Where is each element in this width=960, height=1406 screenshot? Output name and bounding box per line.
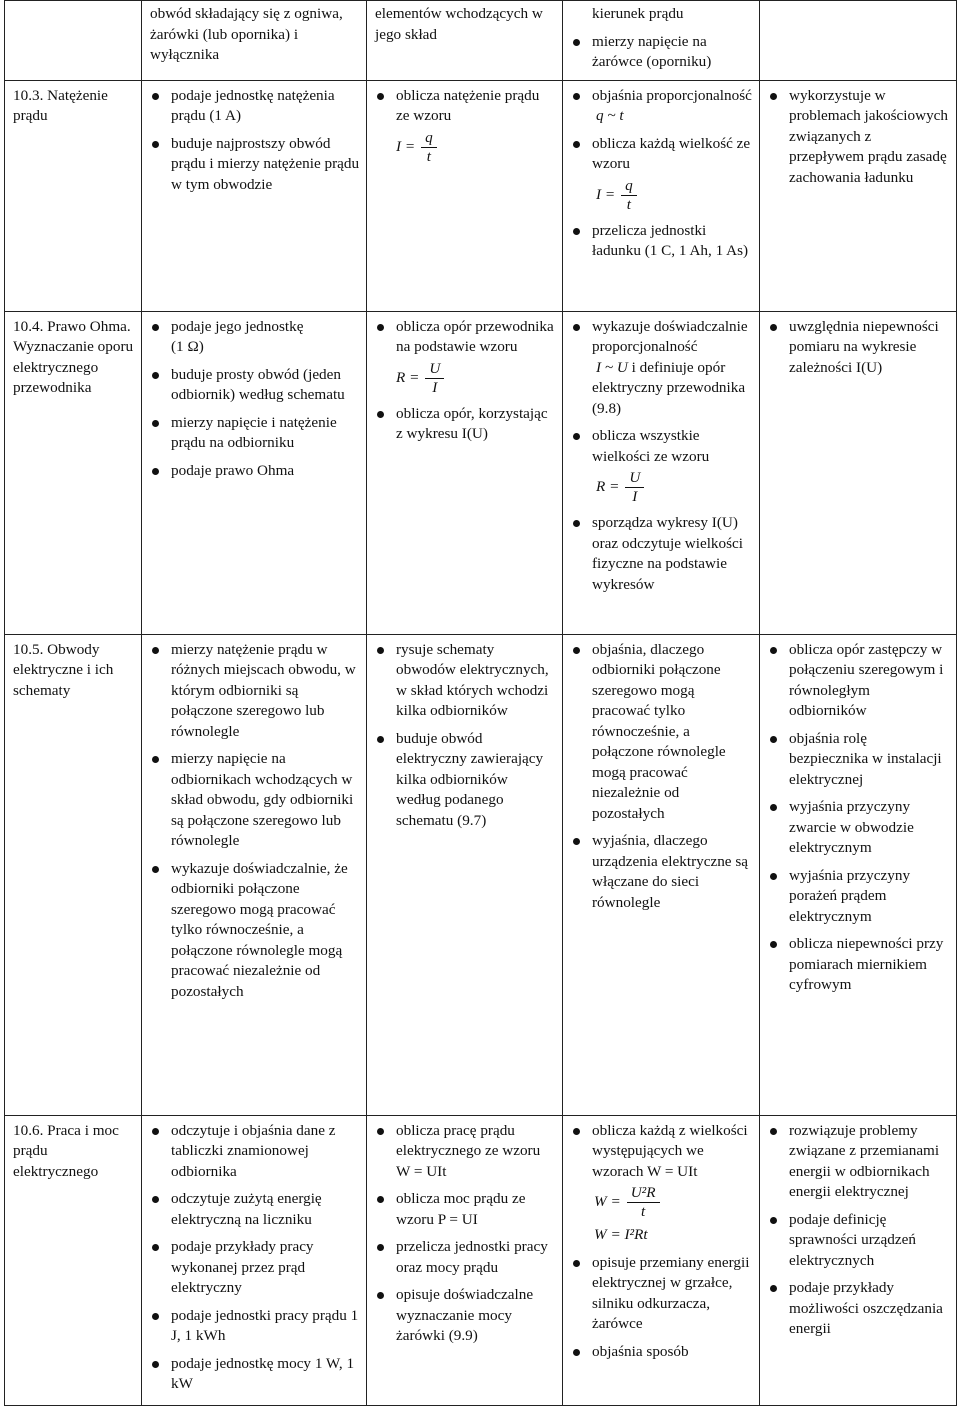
- list-item: opisuje przemiany energii elektrycznej w grzałce, silniku odkurzacza, żarówce: [571, 1253, 753, 1335]
- proportionality: q ~ t: [596, 107, 624, 124]
- requirements-cell: [760, 311, 957, 634]
- list-item: wyjaśnia przyczyny zwarcie w obwodzie elektrycznym: [768, 797, 950, 859]
- list-item: podaje jednostkę natężenia prądu (1 A): [150, 86, 360, 127]
- table-row: [5, 1115, 957, 1405]
- list-item-text: oblicza każdą wielkość ze wzoru: [592, 134, 751, 172]
- requirements-cell: [563, 80, 760, 311]
- list-item-text: oblicza natężenie prądu ze wzoru: [396, 86, 540, 124]
- list-item: wyjaśnia przyczyny porażeń prądem elektrycznym: [768, 866, 950, 928]
- requirements-cell: [563, 1115, 760, 1405]
- list-item: wyjaśnia, dlaczego urządzenia elektryczne są włączane do sieci równolegle: [571, 831, 753, 913]
- list-item: podaje jednostki pracy prądu 1 J, 1 kWh: [150, 1306, 360, 1347]
- requirements-cell: [142, 1, 367, 81]
- list-item: objaśnia, dlaczego odbiorniki połączone szeregowo mogą pracować tylko równocześnie, a połączone równolegle mogą pracować niezależnie od pozostałych: [571, 640, 753, 825]
- list-item: [375, 86, 556, 166]
- list-item: [571, 317, 753, 420]
- formula: I = $\frac{q}{t}$: [592, 177, 753, 214]
- topic-title: 10.4. Prawo Ohma. Wyznaczanie oporu elektrycznego przewodnika: [13, 317, 134, 396]
- list-item: mierzy natężenie prądu w różnych miejscach obwodu, w którym odbiorniki są połączone szeregowo lub równolegle: [150, 640, 360, 743]
- list-item: oblicza opór, korzystając z wykresu I(U): [375, 404, 556, 445]
- formula: W = $\frac{\text{U²R}}{t}$: [592, 1184, 753, 1221]
- table-row: [5, 1, 957, 81]
- list-item: buduje obwód elektryczny zawierający kilka odbiorników według podanego schematu (9.7): [375, 729, 556, 832]
- requirements-cell: [760, 1, 957, 81]
- topic-cell: [5, 1115, 142, 1405]
- proportionality: I ~ U: [596, 358, 628, 376]
- list-item: podaje przykłady pracy wykonanej przez prąd elektryczny: [150, 1237, 360, 1299]
- requirements-cell: [367, 311, 563, 634]
- list-item: kierunek prądu: [592, 5, 684, 22]
- requirements-cell: [142, 80, 367, 311]
- list-item: podaje przykłady możliwości oszczędzania energii: [768, 1278, 950, 1340]
- requirements-cell: [760, 80, 957, 311]
- topic-title: 10.5. Obwody elektryczne i ich schematy: [13, 640, 114, 699]
- list-item: rysuje schematy obwodów elektrycznych, w skład których wchodzi kilka odbiorników: [375, 640, 556, 722]
- unit-text: (1 Ω): [171, 338, 204, 355]
- requirements-cell: [760, 1115, 957, 1405]
- formula: R = $\frac{U}{I}$: [396, 360, 556, 397]
- list-item: wykorzystuje w problemach jakościowych związanych z przepływem prądu zasadę zachowania ładunku: [768, 86, 950, 189]
- list-item: odczytuje zużytą energię elektryczną na liczniku: [150, 1189, 360, 1230]
- list-item: buduje prosty obwód (jeden odbiornik) według schematu: [150, 365, 360, 406]
- list-item: odczytuje i objaśnia dane z tabliczki znamionowej odbiornika: [150, 1121, 360, 1183]
- list-item: oblicza opór zastępczy w połączeniu szeregowym i równoległym odbiorników: [768, 640, 950, 722]
- list-item: sporządza wykresy I(U) oraz odczytuje wielkości fizyczne na podstawie wykresów: [571, 513, 753, 595]
- requirements-cell: [142, 634, 367, 1115]
- list-item: oblicza pracę prądu elektrycznego ze wzoru W = UIt: [375, 1121, 556, 1183]
- list-item: objaśnia sposób: [571, 1342, 753, 1363]
- topic-title: 10.3. Natężenie prądu: [13, 86, 108, 124]
- list-item: podaje jednostkę mocy 1 W, 1 kW: [150, 1354, 360, 1395]
- formula: I = $\frac{q}{t}$: [396, 129, 556, 166]
- requirement-text: elementów wchodzących w jego skład: [375, 5, 543, 43]
- requirements-cell: [760, 634, 957, 1115]
- list-item-text: oblicza każdą z wielkości występujących we wzorach W = UIt: [592, 1121, 748, 1180]
- list-item-text: oblicza wszystkie wielkości ze wzoru: [592, 427, 710, 465]
- list-item: [375, 317, 556, 397]
- topic-cell: [5, 80, 142, 311]
- requirements-cell: [367, 1115, 563, 1405]
- list-item: opisuje doświadczalne wyznaczanie mocy żarówki (9.9): [375, 1285, 556, 1347]
- requirement-text: obwód składający się z ogniwa, żarówki (lub opornika) i wyłącznika: [150, 5, 343, 63]
- list-item: [571, 134, 753, 214]
- requirements-cell: [563, 1, 760, 81]
- list-item: oblicza moc prądu ze wzoru P = UI: [375, 1189, 556, 1230]
- list-item: mierzy napięcie i natężenie prądu na odbiorniku: [150, 413, 360, 454]
- formula-text: W = I²Rt: [594, 1226, 648, 1243]
- list-item: podaje prawo Ohma: [150, 461, 360, 482]
- list-item-text: i definiuje opór elektryczny przewodnika (9.8): [592, 358, 746, 417]
- list-item: podaje definicję sprawności urządzeń elektrycznych: [768, 1210, 950, 1272]
- list-item-text: oblicza opór przewodnika na podstawie wzoru: [396, 317, 554, 355]
- requirements-cell: [563, 634, 760, 1115]
- list-item: uwzględnia niepewności pomiaru na wykresie zależności I(U): [768, 317, 950, 379]
- list-item: przelicza jednostki pracy oraz mocy prądu: [375, 1237, 556, 1278]
- list-item: rozwiązuje problemy związane z przemianami energii w odbiornikach energii elektrycznej: [768, 1121, 950, 1203]
- requirements-table: [4, 0, 957, 1406]
- list-item-text: objaśnia proporcjonalność: [592, 86, 752, 104]
- list-item: mierzy napięcie na odbiornikach wchodzących w skład obwodu, gdy odbiorniki są połączone szeregowo lub równolegle: [150, 749, 360, 852]
- list-item-text: wykazuje doświadczalnie proporcjonalność: [592, 317, 748, 355]
- topic-title: 10.6. Praca i moc prądu elektrycznego: [13, 1121, 119, 1180]
- list-item: [571, 1121, 753, 1246]
- list-item: przelicza jednostki ładunku (1 C, 1 Ah, 1 As): [571, 221, 753, 262]
- requirements-cell: [563, 311, 760, 634]
- topic-cell: [5, 311, 142, 634]
- list-item: [571, 86, 753, 127]
- table-row: [5, 634, 957, 1115]
- list-item: oblicza niepewności przy pomiarach miernikiem cyfrowym: [768, 934, 950, 996]
- list-item: wykazuje doświadczalnie, że odbiorniki połączone szeregowo mogą pracować tylko równocześnie, a połączone równolegle mogą pracować niezależnie od pozostałych: [150, 859, 360, 1003]
- table-row: [5, 311, 957, 634]
- formula: R = $\frac{U}{I}$: [592, 469, 753, 506]
- list-item: [150, 317, 360, 358]
- requirements-cell: [142, 1115, 367, 1405]
- requirements-cell: [367, 634, 563, 1115]
- list-item: [571, 426, 753, 506]
- list-item: objaśnia rolę bezpiecznika w instalacji elektrycznej: [768, 729, 950, 791]
- list-item: mierzy napięcie na żarówce (oporniku): [571, 32, 753, 73]
- requirements-cell: [142, 311, 367, 634]
- list-item: buduje najprostszy obwód prądu i mierzy natężenie prądu w tym obwodzie: [150, 134, 360, 196]
- list-item-text: podaje jego jednostkę: [171, 317, 304, 335]
- requirements-cell: [367, 1, 563, 81]
- topic-cell: [5, 1, 142, 81]
- topic-cell: [5, 634, 142, 1115]
- requirements-cell: [367, 80, 563, 311]
- table-row: [5, 80, 957, 311]
